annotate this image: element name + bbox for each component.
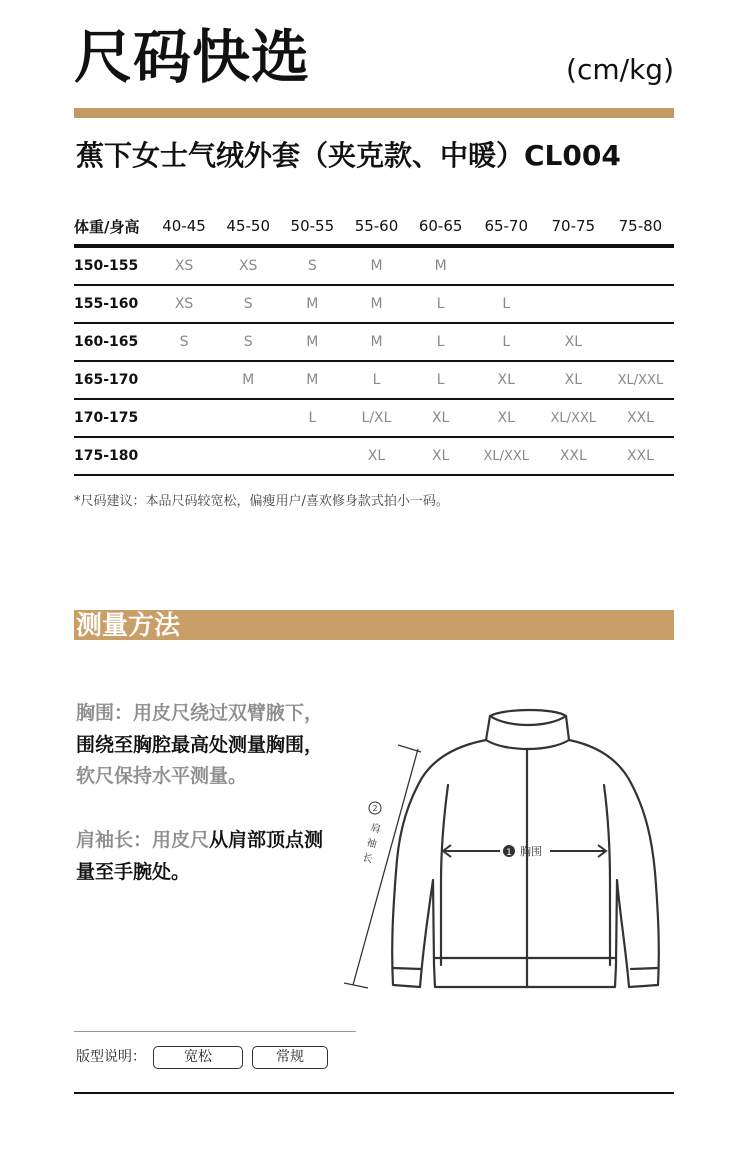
sleeve-arrow <box>344 745 421 988</box>
size-cell: XL/XXL <box>540 399 607 437</box>
column-header: 40-45 <box>152 208 216 246</box>
fit-label: 版型说明： <box>76 1049 146 1065</box>
page-title: 尺码快选 <box>74 23 311 91</box>
column-header: 65-70 <box>473 208 540 246</box>
chest-label: 胸围 <box>520 845 542 858</box>
size-cell: S <box>216 285 280 323</box>
size-cell: S <box>152 323 216 361</box>
fit-option-regular[interactable]: 常规 <box>252 1046 328 1069</box>
sleeve-label-2: 袖 <box>365 837 378 851</box>
size-cell: M <box>344 323 408 361</box>
section-title: 测量方法 <box>76 611 181 641</box>
row-header: 165-170 <box>74 361 152 399</box>
sleeve-desc-part1: 肩袖长：用皮尺 <box>76 829 210 851</box>
size-cell: L <box>280 399 344 437</box>
column-header: 70-75 <box>540 208 607 246</box>
size-cell: XL <box>409 437 473 475</box>
size-cell: M <box>409 246 473 285</box>
unit-label: (cm/kg) <box>566 53 674 86</box>
size-cell: XL <box>344 437 408 475</box>
row-header: 155-160 <box>74 285 152 323</box>
corner-header: 体重/身高 <box>74 208 152 246</box>
row-header: 170-175 <box>74 399 152 437</box>
chest-desc-part1: 胸围：用皮尺绕过双臂腋下， <box>76 702 324 724</box>
size-cell: XS <box>152 246 216 285</box>
column-header: 60-65 <box>409 208 473 246</box>
size-cell: M <box>216 361 280 399</box>
size-cell: XL/XXL <box>607 361 674 399</box>
jacket-body <box>392 740 659 987</box>
size-cell: S <box>216 323 280 361</box>
column-header: 55-60 <box>344 208 408 246</box>
divider <box>74 1031 356 1032</box>
size-cell: XL <box>473 399 540 437</box>
row-header: 150-155 <box>74 246 152 285</box>
size-cell: M <box>280 323 344 361</box>
size-cell: L <box>409 285 473 323</box>
product-name: 蕉下女士气绒外套（夹克款、中暖）CL004 <box>76 139 621 172</box>
size-cell: XXL <box>540 437 607 475</box>
column-header: 75-80 <box>607 208 674 246</box>
size-cell: XXL <box>607 399 674 437</box>
size-cell: M <box>344 246 408 285</box>
size-cell: S <box>280 246 344 285</box>
column-header: 50-55 <box>280 208 344 246</box>
size-cell: M <box>280 285 344 323</box>
chest-number: 1 <box>506 848 512 858</box>
size-cell: L/XL <box>344 399 408 437</box>
sleeve-label-1: 肩 <box>369 822 382 836</box>
size-cell: L <box>344 361 408 399</box>
size-cell: L <box>473 285 540 323</box>
chest-desc-part3: 软尺保持水平测量。 <box>76 765 248 787</box>
size-cell: XXL <box>607 437 674 475</box>
size-cell: XS <box>216 246 280 285</box>
size-cell: M <box>280 361 344 399</box>
size-cell: XL <box>409 399 473 437</box>
size-cell: XL <box>540 361 607 399</box>
size-cell: M <box>344 285 408 323</box>
sleeve-label-3: 长 <box>361 852 374 866</box>
column-header: 45-50 <box>216 208 280 246</box>
size-cell: XS <box>152 285 216 323</box>
sleeve-number: 2 <box>372 804 378 813</box>
row-header: 175-180 <box>74 437 152 475</box>
size-cell: L <box>473 323 540 361</box>
bottom-rule <box>74 1092 674 1094</box>
fit-option-loose[interactable]: 宽松 <box>153 1046 243 1069</box>
sleeve-desc-part2: 从肩部顶点测量至手腕处。 <box>76 829 324 883</box>
chest-desc-part2: 围绕至胸腔最高处测量胸围， <box>76 733 324 756</box>
size-cell: XL/XXL <box>473 437 540 475</box>
size-cell: L <box>409 361 473 399</box>
size-cell: XL <box>473 361 540 399</box>
size-advice-note: *尺码建议：本品尺码较宽松，偏瘦用户/喜欢修身款式拍小一码。 <box>74 494 449 509</box>
size-cell: XL <box>540 323 607 361</box>
size-cell: L <box>409 323 473 361</box>
row-header: 160-165 <box>74 323 152 361</box>
